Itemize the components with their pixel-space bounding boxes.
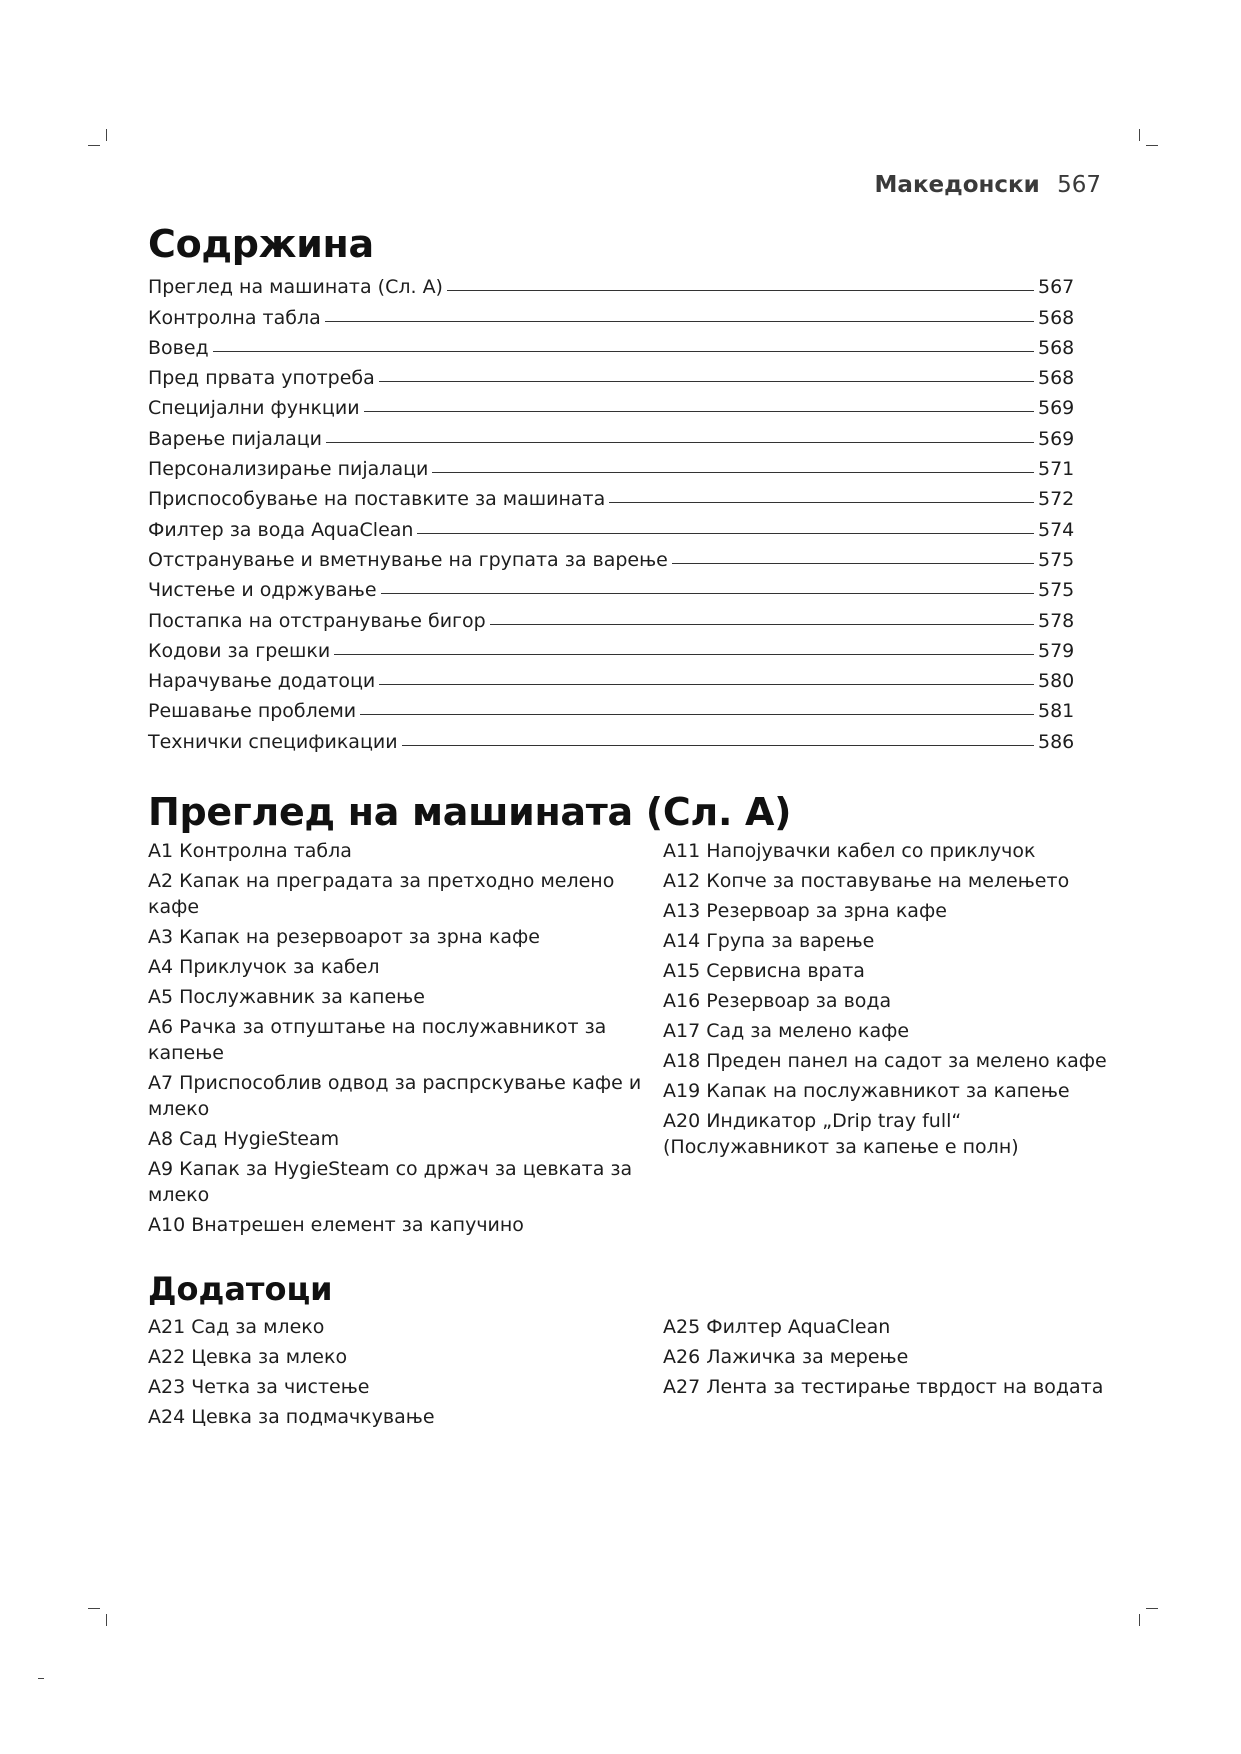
part-item: A9 Капак за HygieSteam со држач за цевката за млеко <box>148 1158 633 1206</box>
part-item: A13 Резервоар за зрна кафе <box>663 900 947 922</box>
toc-list <box>148 268 1075 753</box>
part-item: A6 Рачка за отпуштање на послужавникот за капење <box>148 1016 607 1064</box>
toc-entry[interactable]: Приспособување на поставките за машината 572 <box>148 488 1075 511</box>
toc-entry[interactable]: Преглед на машината (Сл. A) 567 <box>148 276 1075 299</box>
part-item: A15 Сервисна врата <box>663 960 865 982</box>
toc-entry[interactable]: Персонализирање пијалаци 571 <box>148 458 1075 481</box>
accessories-section <box>148 1270 1108 1434</box>
toc-entry[interactable]: Варење пијалаци 569 <box>148 427 1075 450</box>
accessories-left-column <box>148 1314 663 1434</box>
part-item: A8 Сад HygieSteam <box>148 1128 340 1150</box>
accessory-item: A24 Цевка за подмачкување <box>148 1406 435 1428</box>
part-item: A4 Приклучок за кабел <box>148 956 380 978</box>
crop-mark <box>106 129 107 141</box>
part-item: A14 Група за варење <box>663 930 875 952</box>
toc-entry[interactable]: Чистење и одржување 575 <box>148 579 1075 602</box>
toc-entry[interactable]: Постапка на отстранување бигор 578 <box>148 609 1075 632</box>
header-page-number: 567 <box>1057 172 1101 198</box>
part-item: A5 Послужавник за капење <box>148 986 425 1008</box>
part-item: A12 Копче за поставување на мелењето <box>663 870 1070 892</box>
part-item: A20 Индикатор „Drip tray full“ (Послужавникот за капење е полн) <box>663 1110 1019 1158</box>
crop-mark <box>88 1608 100 1609</box>
accessory-item: A23 Четка за чистење <box>148 1376 370 1398</box>
toc-entry[interactable]: Пред првата употреба 568 <box>148 367 1075 390</box>
accessories-right-column <box>663 1314 1108 1434</box>
toc-title: Содржина <box>148 222 374 266</box>
toc-section <box>148 222 1108 753</box>
part-item: A10 Внатрешен елемент за капучино <box>148 1214 524 1236</box>
accessory-item: A27 Лента за тестирање тврдост на водата <box>663 1376 1104 1398</box>
crop-mark <box>1139 1614 1140 1626</box>
accessories-title: Додатоци <box>148 1270 333 1308</box>
toc-entry[interactable]: Технички спецификации 586 <box>148 730 1075 753</box>
part-item: A17 Сад за мелено кафе <box>663 1020 910 1042</box>
running-header <box>875 172 1101 198</box>
part-item: A3 Капак на резервоарот за зрна кафе <box>148 926 540 948</box>
overview-right-column <box>663 838 1108 1242</box>
accessory-item: A22 Цевка за млеко <box>148 1346 348 1368</box>
crop-mark <box>1146 1608 1158 1609</box>
toc-entry[interactable]: Специјални функции 569 <box>148 397 1075 420</box>
part-item: A2 Капак на преградата за претходно мелено кафе <box>148 870 615 918</box>
toc-entry[interactable]: Контролна табла 568 <box>148 306 1075 329</box>
part-item: A16 Резервоар за вода <box>663 990 892 1012</box>
part-item: A18 Преден панел на садот за мелено кафе <box>663 1050 1107 1072</box>
toc-entry[interactable]: Отстранување и вметнување на групата за варење 575 <box>148 548 1075 571</box>
toc-entry[interactable]: Кодови за грешки 579 <box>148 639 1075 662</box>
overview-left-column <box>148 838 663 1242</box>
toc-entry[interactable]: Нарачување додатоци 580 <box>148 670 1075 693</box>
crop-mark <box>1139 129 1140 141</box>
toc-entry[interactable]: Вовед 568 <box>148 336 1075 359</box>
accessory-item: A25 Филтер AquaClean <box>663 1316 891 1338</box>
part-item: A7 Приспособлив одвод за распрскување кафе и млеко <box>148 1072 642 1120</box>
accessory-item: A21 Сад за млеко <box>148 1316 325 1338</box>
header-language: Македонски <box>874 172 1040 198</box>
part-item: A19 Капак на послужавникот за капење <box>663 1080 1070 1102</box>
crop-mark <box>1146 145 1158 146</box>
crop-mark <box>106 1614 107 1626</box>
part-item: A11 Напојувачки кабел со приклучок <box>663 840 1036 862</box>
overview-section <box>148 790 1108 1242</box>
toc-entry[interactable]: Решавање проблеми 581 <box>148 700 1075 723</box>
part-item: A1 Контролна табла <box>148 840 352 862</box>
crop-mark <box>38 1678 44 1679</box>
toc-entry[interactable]: Филтер за вода AquaClean 574 <box>148 518 1075 541</box>
accessory-item: A26 Лажичка за мерење <box>663 1346 909 1368</box>
crop-mark <box>88 145 100 146</box>
overview-title: Преглед на машината (Сл. A) <box>148 790 792 834</box>
